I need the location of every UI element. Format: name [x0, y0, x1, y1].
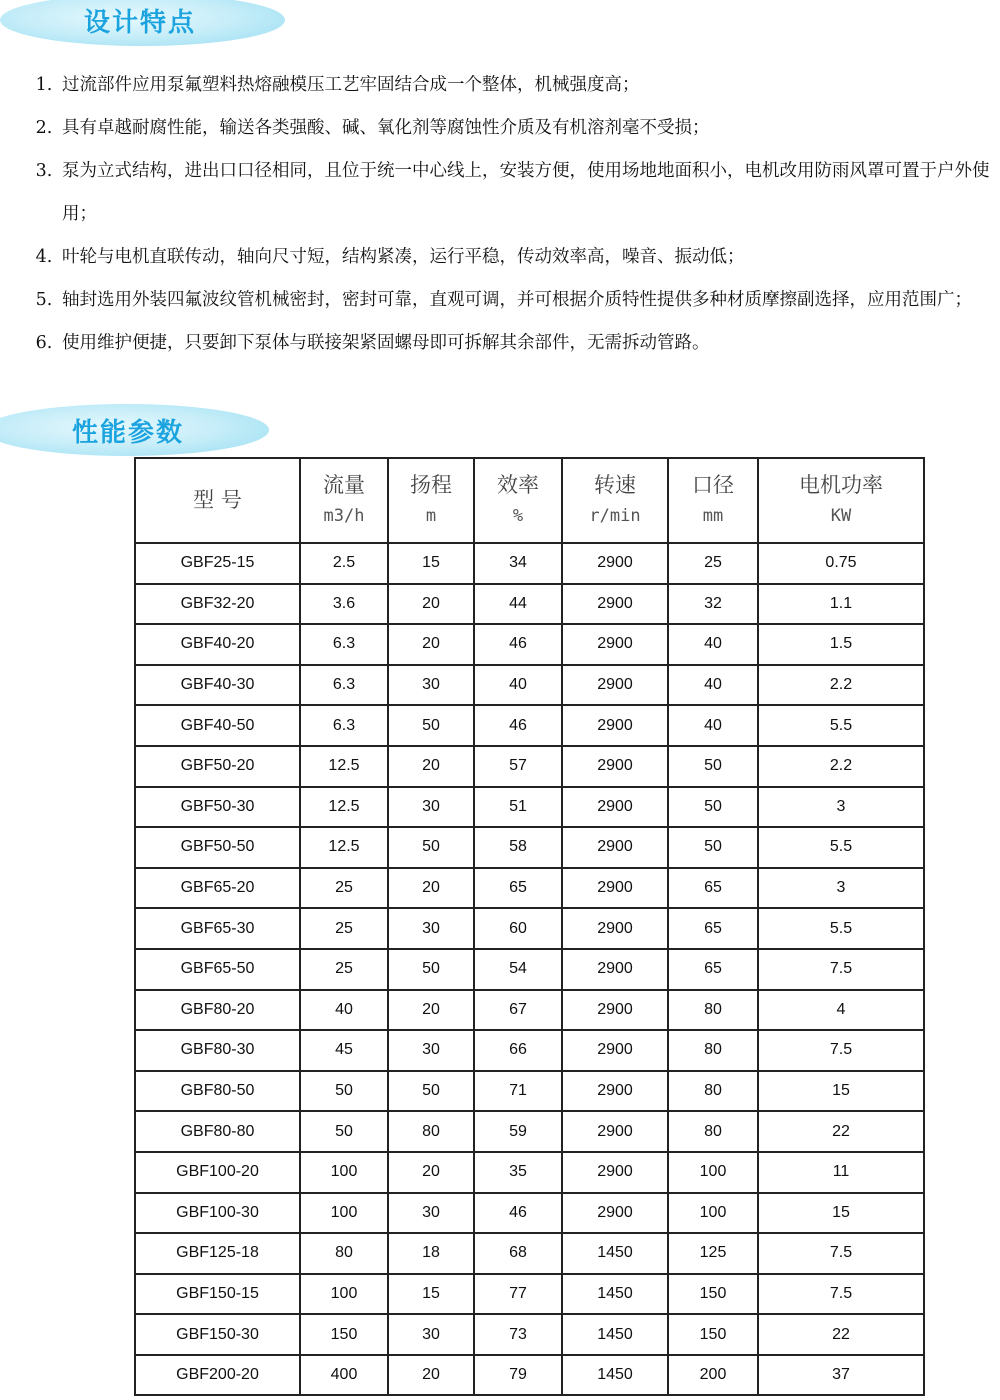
table-cell: 6.3 [300, 665, 388, 706]
table-cell: 2900 [562, 908, 668, 949]
table-cell: 66 [474, 1030, 562, 1071]
table-cell: 100 [668, 1152, 758, 1193]
table-row [135, 665, 924, 706]
table-cell: 3 [758, 868, 924, 909]
table-cell: 15 [388, 543, 474, 584]
performance-table [134, 457, 925, 1396]
table-cell: 150 [668, 1314, 758, 1355]
table-cell: GBF200-20 [135, 1355, 300, 1396]
table-cell: 22 [758, 1314, 924, 1355]
table-cell: 1450 [562, 1274, 668, 1315]
table-cell: 58 [474, 827, 562, 868]
table-cell: 2900 [562, 949, 668, 990]
table-body [135, 543, 924, 1395]
table-header-row [135, 458, 924, 543]
table-cell: 50 [668, 787, 758, 828]
table-cell: 2900 [562, 1030, 668, 1071]
table-cell: 5.5 [758, 705, 924, 746]
column-header [562, 458, 668, 543]
table-cell: 2.2 [758, 665, 924, 706]
table-cell: GBF32-20 [135, 584, 300, 625]
column-header-unit: m [425, 505, 437, 526]
feature-number: 5. [35, 290, 53, 310]
feature-number: 4. [35, 247, 53, 267]
feature-text: 过流部件应用泵氟塑料热熔融模压工艺牢固结合成一个整体，机械强度高； [62, 75, 640, 95]
table-row [135, 705, 924, 746]
feature-item [26, 279, 1000, 322]
table-cell: 200 [668, 1355, 758, 1396]
table-cell: 40 [668, 624, 758, 665]
table-cell: 30 [388, 665, 474, 706]
table-cell: GBF80-20 [135, 990, 300, 1031]
table-cell: 20 [388, 584, 474, 625]
table-row [135, 1071, 924, 1112]
table-cell: 65 [668, 868, 758, 909]
table-cell: 15 [758, 1071, 924, 1112]
table-cell: 20 [388, 1355, 474, 1396]
column-header [758, 458, 924, 543]
table-cell: 51 [474, 787, 562, 828]
table-cell: 20 [388, 868, 474, 909]
table-row [135, 1193, 924, 1234]
table-row [135, 746, 924, 787]
table-cell: GBF80-80 [135, 1111, 300, 1152]
feature-number: 2. [35, 118, 53, 138]
table-cell: 2900 [562, 624, 668, 665]
table-cell: 3.6 [300, 584, 388, 625]
table-row [135, 1152, 924, 1193]
table-cell: 46 [474, 705, 562, 746]
table-cell: 46 [474, 1193, 562, 1234]
table-cell: 30 [388, 1193, 474, 1234]
feature-text: 使用维护便捷，只要卸下泵体与联接架紧固螺母即可拆解其余部件，无需拆动管路。 [62, 333, 710, 353]
table-cell: GBF125-18 [135, 1233, 300, 1274]
table-cell: 73 [474, 1314, 562, 1355]
performance-section-title: 性能参数 [72, 418, 185, 448]
table-cell: 30 [388, 787, 474, 828]
table-cell: GBF40-20 [135, 624, 300, 665]
table-cell: 7.5 [758, 1030, 924, 1071]
table-row [135, 990, 924, 1031]
table-cell: 2900 [562, 705, 668, 746]
table-cell: 22 [758, 1111, 924, 1152]
table-cell: 4 [758, 990, 924, 1031]
table-cell: 1450 [562, 1314, 668, 1355]
table-cell: 65 [668, 949, 758, 990]
table-cell: 1.1 [758, 584, 924, 625]
table-cell: 25 [300, 949, 388, 990]
table-cell: GBF65-20 [135, 868, 300, 909]
table-row [135, 949, 924, 990]
table-row [135, 1111, 924, 1152]
column-header-unit: mm [702, 505, 724, 526]
column-header-label: 电机功率 [799, 472, 883, 497]
column-header [135, 458, 300, 543]
table-cell: 100 [300, 1152, 388, 1193]
table-cell: 80 [668, 990, 758, 1031]
table-cell: 2900 [562, 827, 668, 868]
column-header [668, 458, 758, 543]
table-cell: 15 [388, 1274, 474, 1315]
table-row [135, 584, 924, 625]
table-cell: 2900 [562, 543, 668, 584]
table-row [135, 868, 924, 909]
table-cell: 20 [388, 990, 474, 1031]
table-cell: 50 [300, 1111, 388, 1152]
table-cell: 2.2 [758, 746, 924, 787]
table-cell: 45 [300, 1030, 388, 1071]
table-cell: 46 [474, 624, 562, 665]
table-row [135, 1314, 924, 1355]
table-cell: 65 [474, 868, 562, 909]
table-cell: 40 [474, 665, 562, 706]
feature-number: 3. [35, 161, 53, 181]
feature-text: 轴封选用外装四氟波纹管机械密封，密封可靠，直观可调，并可根据介质特性提供多种材质摩擦副选择，应用范围广； [62, 290, 972, 310]
feature-item [26, 150, 1000, 236]
table-cell: 2900 [562, 584, 668, 625]
table-cell: 5.5 [758, 827, 924, 868]
table-cell: 80 [668, 1071, 758, 1112]
feature-text: 泵为立式结构，进出口口径相同，且位于统一中心线上，安装方便，使用场地地面积小，电机改用防雨风罩可置于户外使用； [62, 161, 990, 224]
table-row [135, 543, 924, 584]
table-cell: 20 [388, 746, 474, 787]
table-cell: 50 [388, 1071, 474, 1112]
table-row [135, 1274, 924, 1315]
table-cell: 50 [300, 1071, 388, 1112]
table-cell: GBF25-15 [135, 543, 300, 584]
table-cell: 20 [388, 624, 474, 665]
table-cell: 57 [474, 746, 562, 787]
table-cell: 2900 [562, 990, 668, 1031]
table-cell: 6.3 [300, 624, 388, 665]
table-cell: 7.5 [758, 1233, 924, 1274]
column-header-unit: r/min [589, 505, 641, 526]
table-cell: 2900 [562, 1152, 668, 1193]
feature-item [26, 236, 1000, 279]
table-cell: 2.5 [300, 543, 388, 584]
table-cell: GBF50-30 [135, 787, 300, 828]
table-cell: GBF150-15 [135, 1274, 300, 1315]
feature-item [26, 322, 1000, 365]
table-cell: 37 [758, 1355, 924, 1396]
feature-number: 6. [35, 333, 53, 353]
table-cell: 80 [668, 1030, 758, 1071]
table-cell: 80 [300, 1233, 388, 1274]
table-cell: 50 [388, 827, 474, 868]
table-cell: 0.75 [758, 543, 924, 584]
column-header-unit: KW [830, 505, 852, 526]
column-header-label: 效率 [497, 472, 539, 497]
table-cell: GBF100-20 [135, 1152, 300, 1193]
table-cell: 68 [474, 1233, 562, 1274]
table-cell: 2900 [562, 868, 668, 909]
table-cell: 7.5 [758, 949, 924, 990]
table-cell: 1450 [562, 1233, 668, 1274]
table-cell: 3 [758, 787, 924, 828]
table-cell: 11 [758, 1152, 924, 1193]
table-cell: 60 [474, 908, 562, 949]
table-cell: 40 [668, 705, 758, 746]
table-cell: 35 [474, 1152, 562, 1193]
table-cell: 1.5 [758, 624, 924, 665]
table-cell: 50 [388, 949, 474, 990]
table-cell: 2900 [562, 665, 668, 706]
feature-list [26, 64, 1000, 365]
table-cell: 32 [668, 584, 758, 625]
table-row [135, 1233, 924, 1274]
table-row [135, 827, 924, 868]
feature-number: 1. [35, 75, 53, 95]
table-cell: 2900 [562, 1111, 668, 1152]
table-cell: 30 [388, 1314, 474, 1355]
table-cell: GBF150-30 [135, 1314, 300, 1355]
column-header-label: 转速 [594, 472, 636, 497]
table-cell: 80 [668, 1111, 758, 1152]
column-header-label: 型 号 [193, 488, 242, 512]
table-cell: 25 [668, 543, 758, 584]
table-cell: GBF80-50 [135, 1071, 300, 1112]
table-cell: 100 [668, 1193, 758, 1234]
table-cell: 25 [300, 908, 388, 949]
table-cell: GBF40-30 [135, 665, 300, 706]
table-row [135, 1355, 924, 1396]
column-header-unit: % [512, 505, 524, 526]
table-cell: 71 [474, 1071, 562, 1112]
feature-text: 叶轮与电机直联传动，轴向尺寸短，结构紧凑，运行平稳，传动效率高，噪音、振动低； [62, 247, 745, 267]
table-cell: 40 [300, 990, 388, 1031]
table-cell: GBF40-50 [135, 705, 300, 746]
table-row [135, 787, 924, 828]
table-cell: 65 [668, 908, 758, 949]
table-cell: 100 [300, 1274, 388, 1315]
table-cell: GBF50-50 [135, 827, 300, 868]
table-row [135, 624, 924, 665]
table-cell: 150 [668, 1274, 758, 1315]
table-cell: 20 [388, 1152, 474, 1193]
table-cell: GBF65-50 [135, 949, 300, 990]
table-cell: 34 [474, 543, 562, 584]
column-header-label: 扬程 [410, 472, 452, 497]
column-header [300, 458, 388, 543]
table-cell: 400 [300, 1355, 388, 1396]
design-section-title: 设计特点 [84, 8, 197, 38]
table-cell: 2900 [562, 1193, 668, 1234]
table-cell: 44 [474, 584, 562, 625]
table-cell: 15 [758, 1193, 924, 1234]
table-cell: 30 [388, 908, 474, 949]
table-row [135, 1030, 924, 1071]
table-cell: 79 [474, 1355, 562, 1396]
table-cell: 2900 [562, 787, 668, 828]
table-cell: 100 [300, 1193, 388, 1234]
table-cell: 40 [668, 665, 758, 706]
column-header-label: 口径 [692, 472, 734, 497]
table-cell: 12.5 [300, 827, 388, 868]
table-cell: GBF100-30 [135, 1193, 300, 1234]
table-cell: 5.5 [758, 908, 924, 949]
table-cell: 2900 [562, 746, 668, 787]
feature-item [26, 107, 1000, 150]
column-header-label: 流量 [323, 472, 365, 497]
table-cell: 6.3 [300, 705, 388, 746]
table-cell: 30 [388, 1030, 474, 1071]
table-cell: 50 [388, 705, 474, 746]
table-cell: GBF80-30 [135, 1030, 300, 1071]
column-header [388, 458, 474, 543]
feature-text: 具有卓越耐腐性能，输送各类强酸、碱、氧化剂等腐蚀性介质及有机溶剂毫不受损； [62, 118, 710, 138]
table-cell: 50 [668, 746, 758, 787]
table-cell: GBF65-30 [135, 908, 300, 949]
table-cell: 2900 [562, 1071, 668, 1112]
table-cell: 50 [668, 827, 758, 868]
table-cell: 67 [474, 990, 562, 1031]
table-row [135, 908, 924, 949]
table-cell: 12.5 [300, 746, 388, 787]
table-cell: 80 [388, 1111, 474, 1152]
table-cell: 18 [388, 1233, 474, 1274]
column-header-unit: m3/h [323, 505, 365, 526]
feature-item [26, 64, 1000, 107]
table-cell: 77 [474, 1274, 562, 1315]
table-cell: 150 [300, 1314, 388, 1355]
table-cell: 25 [300, 868, 388, 909]
table-cell: 54 [474, 949, 562, 990]
table-cell: GBF50-20 [135, 746, 300, 787]
table-cell: 12.5 [300, 787, 388, 828]
column-header [474, 458, 562, 543]
design-section-header [0, 0, 285, 46]
table-cell: 59 [474, 1111, 562, 1152]
table-cell: 7.5 [758, 1274, 924, 1315]
performance-section-header [0, 404, 269, 456]
table-cell: 1450 [562, 1355, 668, 1396]
table-cell: 125 [668, 1233, 758, 1274]
